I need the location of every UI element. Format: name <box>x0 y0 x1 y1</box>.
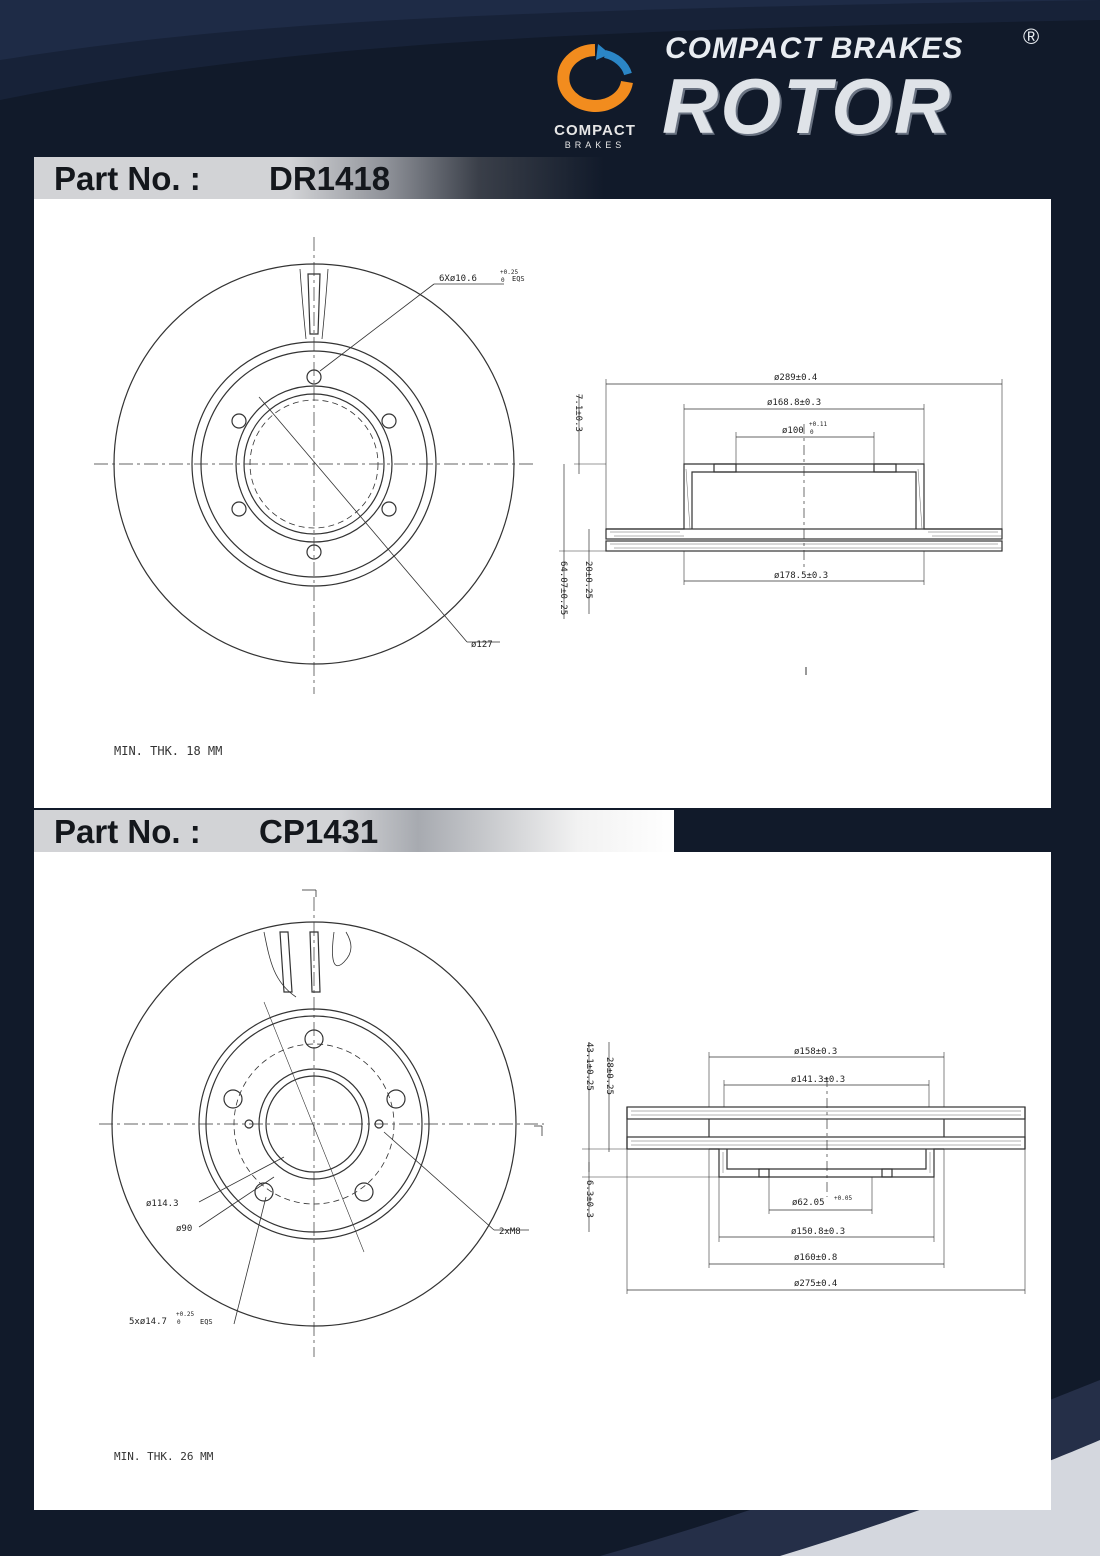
holes-tol-lower: 0 <box>177 1319 181 1326</box>
thickness-dim: 20±0.25 <box>583 561 593 599</box>
drawing-sheet-2 <box>34 852 1051 1510</box>
brand-header <box>550 22 1070 152</box>
part-number: CP1431 <box>259 813 379 850</box>
center-bore: ø100 <box>782 426 804 436</box>
logo-subtext: BRAKES <box>564 140 626 150</box>
dia-158: ø158±0.3 <box>794 1047 838 1057</box>
part-header-1 <box>34 157 604 199</box>
min-thickness: MIN. THK. 26 MM <box>114 1450 214 1463</box>
part-number: DR1418 <box>269 160 391 197</box>
center-bore-tol-upper: +0.11 <box>809 421 828 428</box>
center-bore-tol-lower: 0 <box>810 429 814 436</box>
holes-tol-upper: +0.25 <box>500 269 519 276</box>
inner-diameter: ø178.5±0.3 <box>774 571 829 581</box>
compact-brakes-logo <box>550 42 650 152</box>
part-label: Part No. : <box>54 813 201 850</box>
pcd-callout: ø127 <box>471 640 493 650</box>
hat-wall-dim: 7.1±0.3 <box>573 394 583 432</box>
holes-tol-upper: +0.25 <box>176 1311 195 1318</box>
brand-name: COMPACT BRAKES <box>665 32 964 65</box>
height-dim: 64.07±0.25 <box>558 561 568 616</box>
registered-mark: ® <box>1023 24 1040 49</box>
threads-callout: 2xM8 <box>499 1227 521 1237</box>
hat-wall-dim: 6.3±0.3 <box>584 1180 594 1218</box>
holes-callout: 5xø14.7 <box>129 1317 167 1327</box>
dia-160: ø160±0.8 <box>794 1253 838 1263</box>
technical-drawing-dr1418 <box>34 199 1051 808</box>
logo-ring-icon <box>550 42 640 122</box>
technical-drawing-cp1431 <box>34 852 1051 1510</box>
holes-callout: 6Xø10.6 <box>439 274 477 284</box>
outer-diameter: ø289±0.4 <box>774 373 818 383</box>
logo-text: COMPACT <box>554 122 636 139</box>
pcd-callout: ø114.3 <box>146 1199 179 1209</box>
thickness-dim: 28±0.25 <box>604 1057 614 1095</box>
product-title: ROTOR <box>662 62 953 150</box>
outer-diameter: ø275±0.4 <box>794 1279 838 1289</box>
holes-suffix: EQS <box>512 275 525 283</box>
center-bore-tol: +0.05 <box>834 1195 853 1202</box>
dia-150: ø150.8±0.3 <box>791 1227 846 1237</box>
center-bore: ø62.05 <box>792 1198 825 1208</box>
bore-callout: ø90 <box>176 1224 193 1234</box>
drawing-sheet-1 <box>34 199 1051 808</box>
min-thickness: MIN. THK. 18 MM <box>114 744 223 758</box>
part-label: Part No. : <box>54 160 201 197</box>
holes-suffix: EQS <box>200 1318 213 1326</box>
side-view-section <box>627 1107 1025 1177</box>
holes-tol-lower: 0 <box>501 277 505 284</box>
dia-141: ø141.3±0.3 <box>791 1075 846 1085</box>
part-header-2 <box>34 810 674 852</box>
height-dim: 43.1±0.25 <box>584 1042 594 1091</box>
hat-diameter: ø168.8±0.3 <box>767 398 822 408</box>
